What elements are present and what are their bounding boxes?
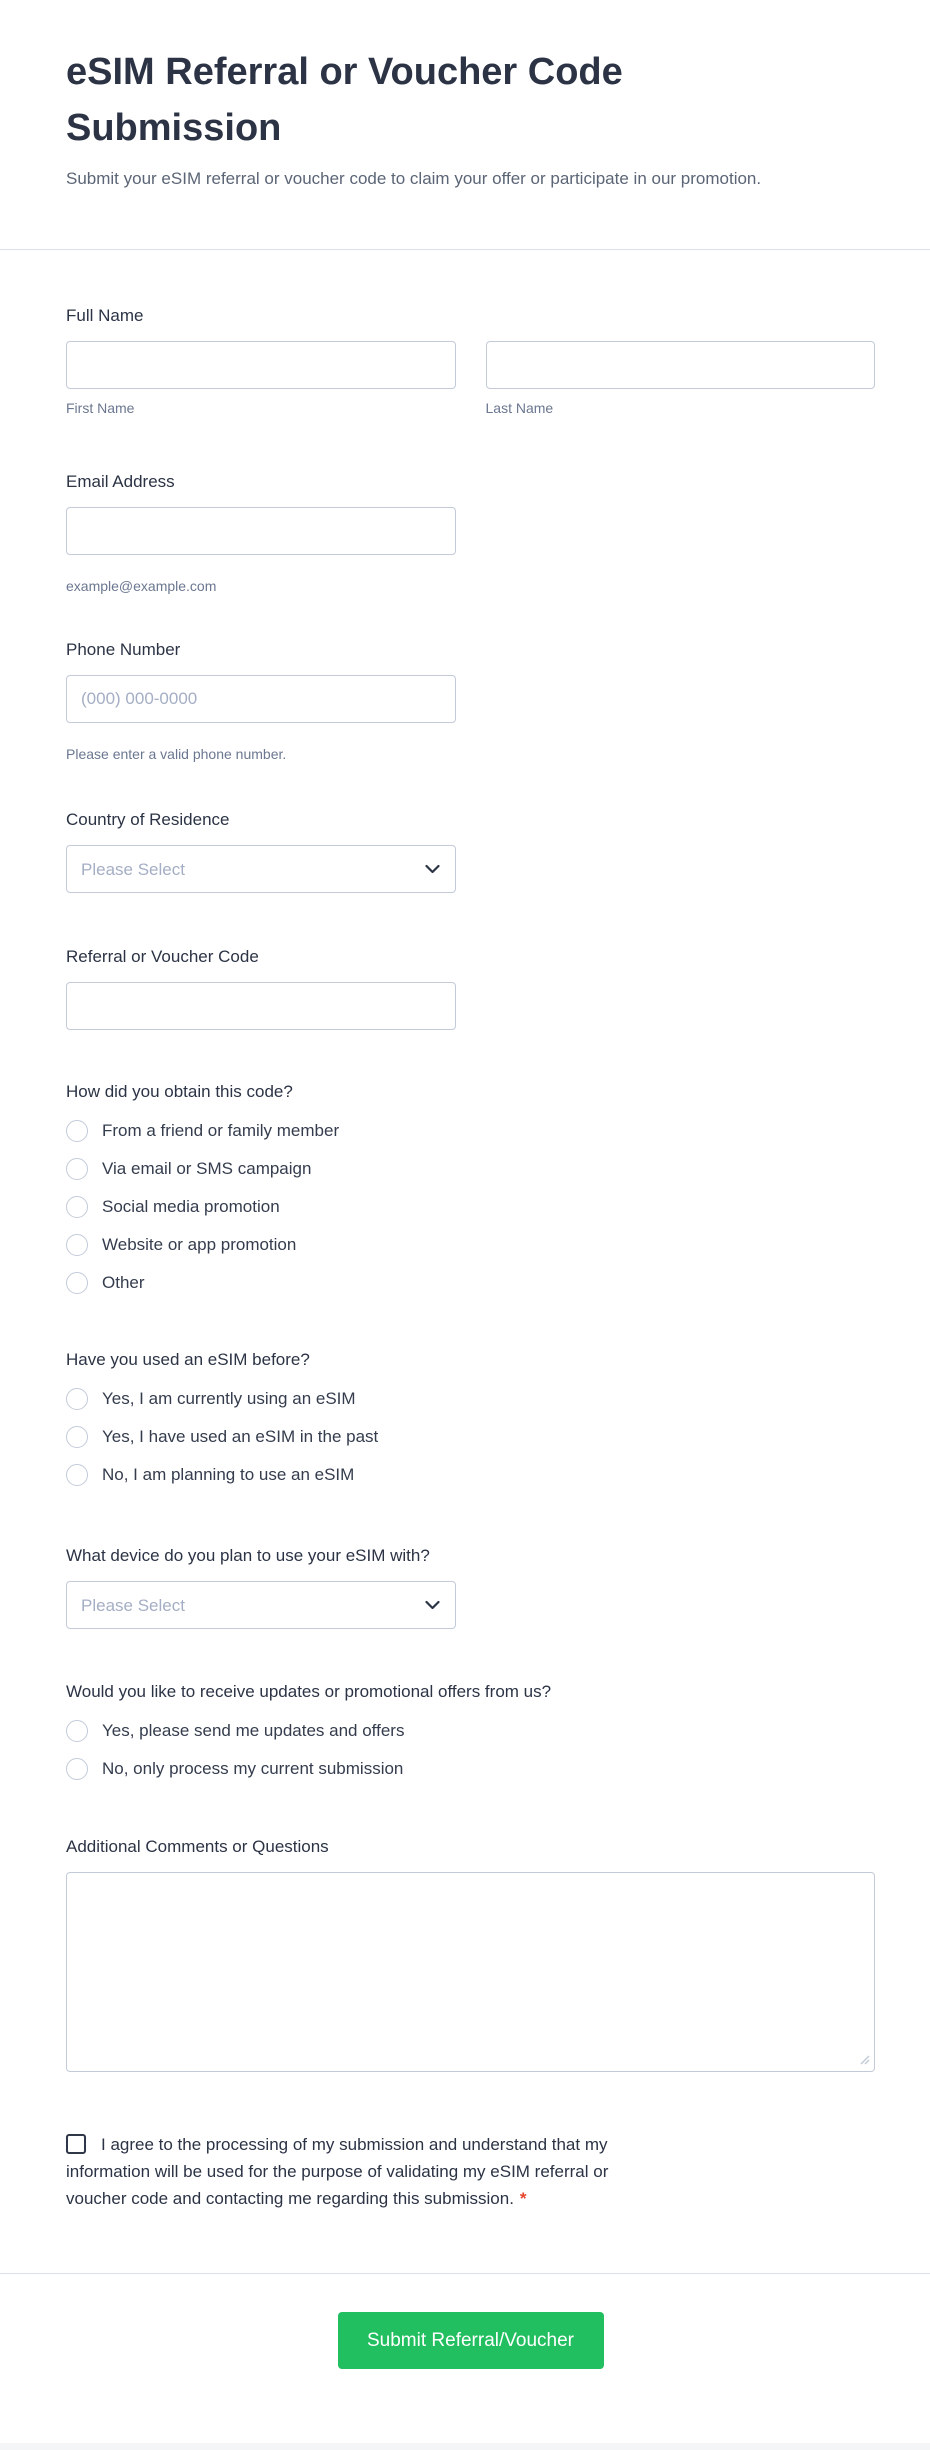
agreement-text: information will be used for the purpose of validating my eSIM referral or	[66, 2162, 609, 2181]
obtain-options	[66, 1112, 875, 1302]
device-select[interactable]	[66, 1581, 456, 1629]
comments-textarea[interactable]	[66, 1872, 875, 2072]
agreement-text: voucher code and contacting me regarding this submission.	[66, 2189, 514, 2208]
radio-label: From a friend or family member	[102, 1121, 340, 1140]
updates-radio-yes[interactable]	[66, 1720, 88, 1742]
page-bottom-edge	[0, 2443, 930, 2450]
esim-before-label: Have you used an eSIM before?	[66, 1350, 310, 1369]
question-referral-code	[66, 945, 875, 1030]
esim-before-options	[66, 1380, 875, 1494]
esim-radio-currently[interactable]	[66, 1388, 88, 1410]
phone-label: Phone Number	[66, 640, 181, 659]
form-body	[0, 304, 930, 2212]
obtain-radio-friend[interactable]	[66, 1120, 88, 1142]
obtain-radio-social[interactable]	[66, 1196, 88, 1218]
country-label: Country of Residence	[66, 810, 230, 829]
question-phone	[66, 638, 875, 763]
radio-row	[66, 1188, 875, 1226]
phone-input[interactable]	[66, 675, 456, 723]
question-esim-before	[66, 1348, 875, 1494]
updates-options	[66, 1712, 875, 1788]
device-label: What device do you plan to use your eSIM with?	[66, 1546, 430, 1565]
resize-handle-icon[interactable]	[858, 2053, 870, 2065]
radio-label: Yes, I am currently using an eSIM	[102, 1389, 356, 1408]
page-title: eSIM Referral or Voucher Code Submission	[66, 51, 623, 149]
radio-row	[66, 1150, 875, 1188]
required-asterisk: *	[519, 2189, 527, 2208]
first-name-sublabel: First Name	[66, 400, 135, 416]
radio-row	[66, 1712, 875, 1750]
radio-label: Yes, I have used an eSIM in the past	[102, 1427, 379, 1446]
agreement-line	[66, 2158, 875, 2185]
radio-label: Social media promotion	[102, 1197, 280, 1216]
last-name-input[interactable]	[486, 341, 876, 389]
submit-row	[0, 2312, 930, 2369]
obtain-radio-other[interactable]	[66, 1272, 88, 1294]
footer-divider	[0, 2273, 930, 2274]
country-select[interactable]	[66, 845, 456, 893]
first-name-input[interactable]	[66, 341, 456, 389]
obtain-code-label: How did you obtain this code?	[66, 1082, 293, 1101]
comments-label: Additional Comments or Questions	[66, 1837, 329, 1856]
agreement-section	[66, 2131, 875, 2212]
question-full-name	[66, 304, 875, 417]
referral-code-input[interactable]	[66, 982, 456, 1030]
updates-label: Would you like to receive updates or promotional offers from us?	[66, 1682, 552, 1701]
radio-label: Yes, please send me updates and offers	[102, 1721, 405, 1740]
radio-label: No, I am planning to use an eSIM	[102, 1465, 355, 1484]
question-country	[66, 808, 875, 893]
obtain-radio-website[interactable]	[66, 1234, 88, 1256]
full-name-label: Full Name	[66, 306, 144, 325]
radio-row	[66, 1750, 875, 1788]
agreement-line	[66, 2131, 875, 2158]
radio-row	[66, 1380, 875, 1418]
radio-label: Website or app promotion	[102, 1235, 297, 1254]
question-email	[66, 470, 875, 595]
first-name-col	[66, 341, 456, 417]
obtain-radio-email-sms[interactable]	[66, 1158, 88, 1180]
radio-label: Via email or SMS campaign	[102, 1159, 312, 1178]
referral-code-label: Referral or Voucher Code	[66, 947, 259, 966]
updates-radio-no[interactable]	[66, 1758, 88, 1780]
esim-radio-planning[interactable]	[66, 1464, 88, 1486]
radio-row	[66, 1418, 875, 1456]
header-divider	[0, 249, 930, 250]
radio-label: Other	[102, 1273, 145, 1292]
email-input[interactable]	[66, 507, 456, 555]
radio-row	[66, 1112, 875, 1150]
radio-row	[66, 1264, 875, 1302]
agreement-checkbox[interactable]	[66, 2134, 86, 2154]
email-sublabel: example@example.com	[66, 578, 217, 594]
agreement-text: I agree to the processing of my submission and understand that my	[101, 2135, 608, 2154]
radio-row	[66, 1226, 875, 1264]
last-name-sublabel: Last Name	[485, 400, 554, 416]
agreement-line	[66, 2185, 875, 2212]
phone-sublabel: Please enter a valid phone number.	[66, 746, 287, 762]
question-updates	[66, 1680, 875, 1788]
question-device	[66, 1544, 875, 1629]
page-subtitle: Submit your eSIM referral or voucher code to claim your offer or participate in our promotion.	[66, 169, 762, 188]
question-obtain-code	[66, 1080, 875, 1302]
email-label: Email Address	[66, 472, 175, 491]
radio-label: No, only process my current submission	[102, 1759, 404, 1778]
esim-radio-past[interactable]	[66, 1426, 88, 1448]
submit-button[interactable]: Submit Referral/Voucher	[338, 2312, 604, 2369]
last-name-col	[486, 341, 876, 417]
form-header	[0, 0, 930, 194]
question-comments	[66, 1835, 875, 2072]
radio-row	[66, 1456, 875, 1494]
